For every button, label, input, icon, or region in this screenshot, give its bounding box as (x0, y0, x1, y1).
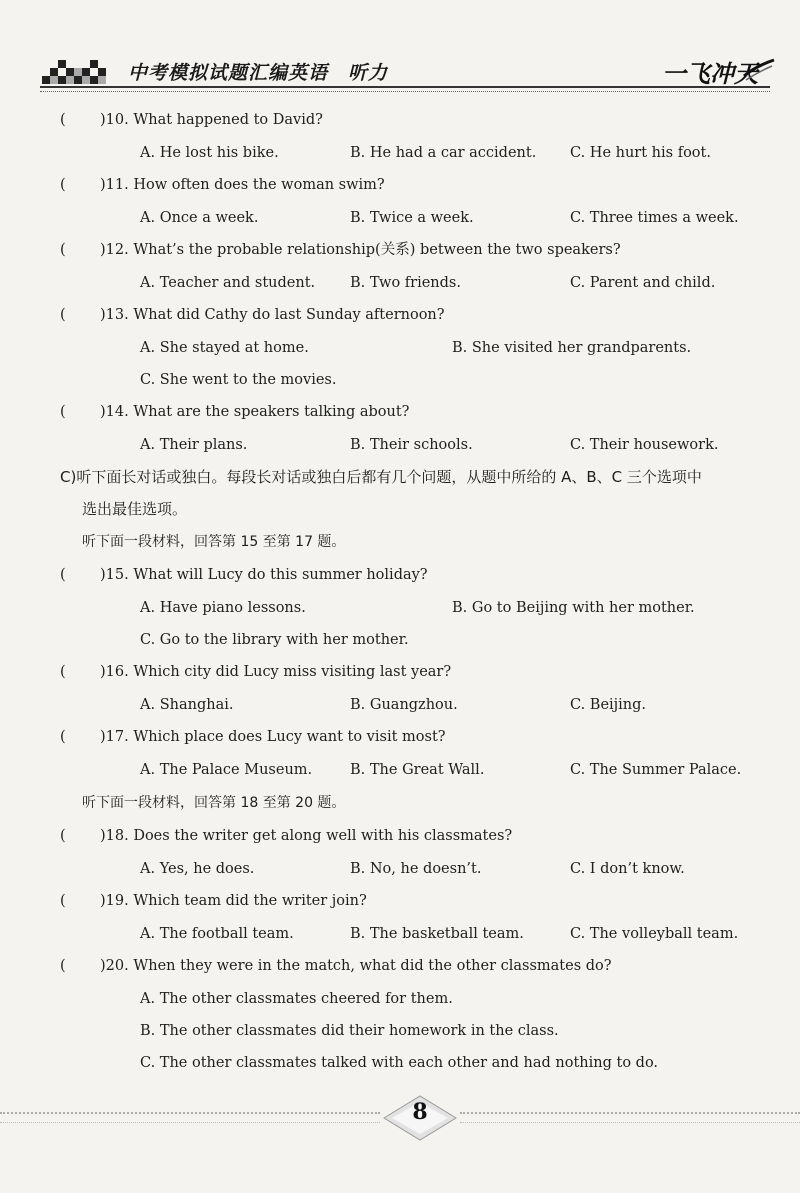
question-line (60, 396, 780, 429)
section-c-instruction: C)听下面长对话或独白。每段长对话或独白后都有几个问题，从题中所给的 A、B、C 三个选项中 (60, 468, 702, 486)
answer-option: A. The football team. (140, 926, 294, 942)
answer-option: C. The volleyball team. (570, 926, 739, 942)
options-line (60, 983, 780, 1015)
question-text: )18. Does the writer get along well with his classmates? (100, 828, 513, 844)
answer-blank[interactable]: ( (60, 567, 66, 583)
answer-option: C. The other classmates talked with each other and had nothing to do. (140, 1055, 659, 1071)
checkerboard-logo-icon (42, 58, 106, 88)
answer-option: B. She visited her grandparents. (452, 340, 692, 356)
brand-logo: 一飞冲天 (662, 60, 758, 88)
answer-option: C. I don’t know. (570, 861, 685, 877)
options-line (60, 592, 780, 624)
answer-blank[interactable]: ( (60, 893, 66, 909)
question-line (60, 299, 780, 332)
answer-option: C. Go to the library with her mother. (140, 632, 409, 648)
question-text: )12. What’s the probable relationship(关系) between the two speakers? (100, 242, 621, 258)
answer-option: B. No, he doesn’t. (350, 861, 482, 877)
answer-blank[interactable]: ( (60, 958, 66, 974)
options-line (60, 429, 780, 461)
answer-option: B. Twice a week. (350, 210, 474, 226)
answer-option: B. The other classmates did their homework in the class. (140, 1023, 559, 1039)
header-title: 中考模拟试题汇编英语 听力 (128, 62, 389, 84)
options-line (60, 754, 780, 786)
answer-option: C. Beijing. (570, 697, 647, 713)
swoosh-icon (742, 56, 776, 82)
answer-option: C. He hurt his foot. (570, 145, 711, 161)
options-line (60, 1047, 780, 1079)
question-content (60, 104, 780, 1079)
answer-blank[interactable]: ( (60, 729, 66, 745)
answer-option: B. Guangzhou. (350, 697, 458, 713)
question-text: )11. How often does the woman swim? (100, 177, 385, 193)
answer-blank[interactable]: ( (60, 404, 66, 420)
section-c-instruction-cont: 选出最佳选项。 (82, 500, 188, 518)
answer-blank[interactable]: ( (60, 112, 66, 128)
answer-option: A. Have piano lessons. (140, 600, 306, 616)
options-line (60, 267, 780, 299)
page-number: 8 (412, 1099, 428, 1125)
answer-option: C. Parent and child. (570, 275, 716, 291)
options-line (60, 1015, 780, 1047)
options-line (60, 332, 780, 364)
options-line (60, 689, 780, 721)
page-header (0, 0, 800, 100)
header-rule (40, 86, 770, 88)
question-line (60, 234, 780, 267)
answer-option: B. Two friends. (350, 275, 461, 291)
question-line (60, 169, 780, 202)
footer-rule-right (460, 1112, 800, 1123)
answer-option: A. Once a week. (140, 210, 259, 226)
question-line (60, 104, 780, 137)
question-line (60, 950, 780, 983)
question-line (60, 820, 780, 853)
answer-blank[interactable]: ( (60, 307, 66, 323)
answer-option: C. Three times a week. (570, 210, 739, 226)
material-intro-15-17: 听下面一段材料，回答第 15 至第 17 题。 (82, 534, 346, 550)
question-line (60, 721, 780, 754)
answer-option: C. She went to the movies. (140, 372, 337, 388)
answer-option: A. Teacher and student. (140, 275, 316, 291)
answer-option: B. Their schools. (350, 437, 473, 453)
question-text: )15. What will Lucy do this summer holiday? (100, 567, 428, 583)
answer-blank[interactable]: ( (60, 828, 66, 844)
answer-option: B. He had a car accident. (350, 145, 537, 161)
answer-option: C. Their housework. (570, 437, 719, 453)
question-text: )14. What are the speakers talking about? (100, 404, 410, 420)
question-line (60, 559, 780, 592)
question-text: )20. When they were in the match, what did the other classmates do? (100, 958, 612, 974)
question-text: )13. What did Cathy do last Sunday afternoon? (100, 307, 445, 323)
answer-option: A. Shanghai. (140, 697, 234, 713)
options-line (60, 137, 780, 169)
material-intro-18-20: 听下面一段材料，回答第 18 至第 20 题。 (82, 795, 346, 811)
answer-blank[interactable]: ( (60, 664, 66, 680)
answer-option: B. Go to Beijing with her mother. (452, 600, 695, 616)
question-text: )19. Which team did the writer join? (100, 893, 367, 909)
question-line (60, 885, 780, 918)
answer-option: A. The Palace Museum. (140, 762, 313, 778)
footer-rule-left (0, 1112, 380, 1123)
answer-option: A. Their plans. (140, 437, 248, 453)
answer-option: C. The Summer Palace. (570, 762, 742, 778)
answer-option: B. The basketball team. (350, 926, 524, 942)
options-line (60, 853, 780, 885)
questions-15-17 (60, 559, 780, 786)
answer-option: B. The Great Wall. (350, 762, 485, 778)
question-text: )10. What happened to David? (100, 112, 323, 128)
questions-10-14 (60, 104, 780, 461)
options-line (60, 364, 780, 396)
options-line (60, 918, 780, 950)
question-line (60, 656, 780, 689)
answer-option: A. She stayed at home. (140, 340, 309, 356)
answer-option: A. He lost his bike. (140, 145, 279, 161)
answer-blank[interactable]: ( (60, 242, 66, 258)
question-text: )17. Which place does Lucy want to visit most? (100, 729, 446, 745)
header-dotted-rule (40, 91, 770, 92)
answer-blank[interactable]: ( (60, 177, 66, 193)
options-line (60, 624, 780, 656)
options-line (60, 202, 780, 234)
questions-18-20 (60, 820, 780, 1079)
answer-option: A. Yes, he does. (140, 861, 255, 877)
question-text: )16. Which city did Lucy miss visiting last year? (100, 664, 452, 680)
answer-option: A. The other classmates cheered for them. (140, 991, 453, 1007)
